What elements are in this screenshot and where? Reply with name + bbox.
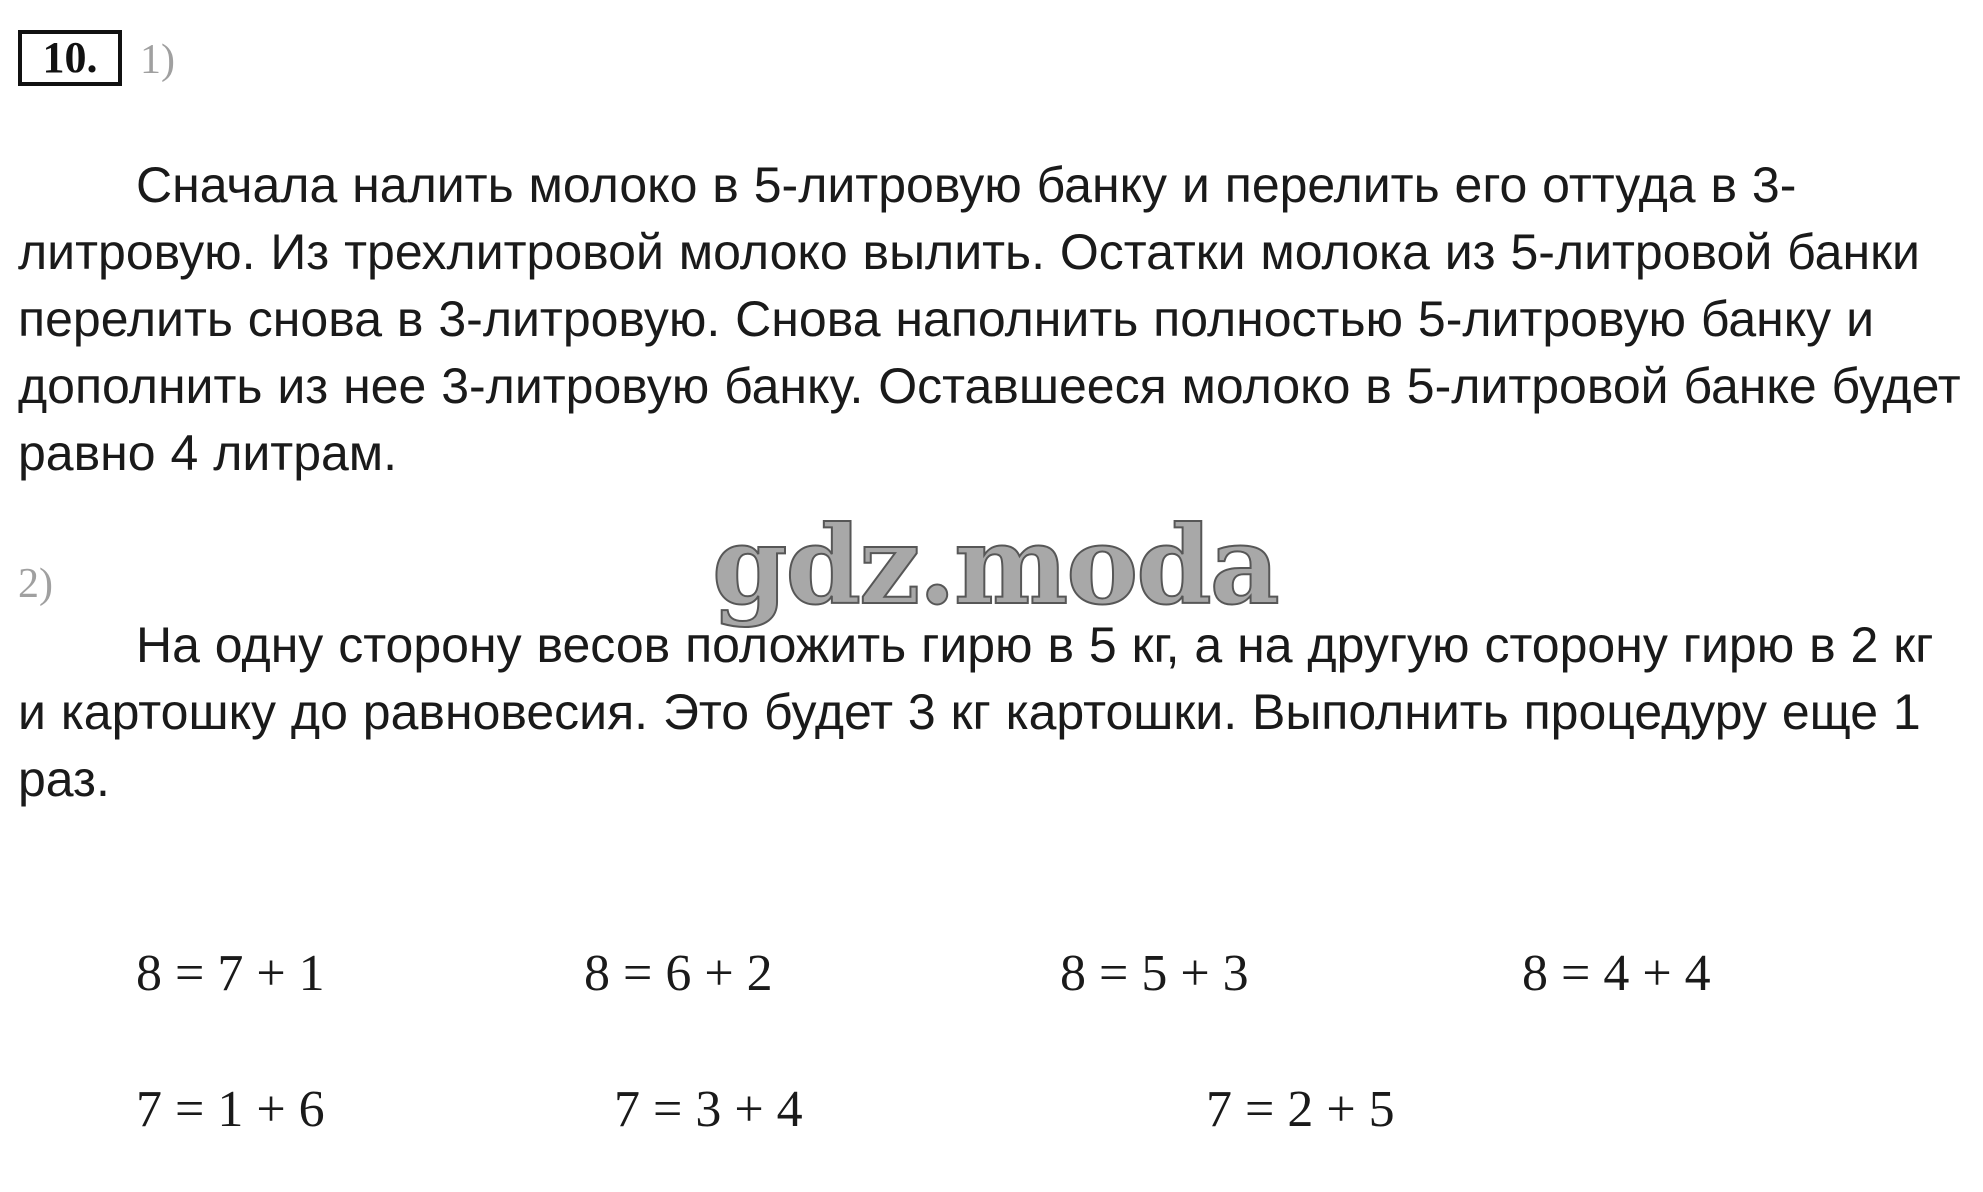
equation-8-d: 8 = 4 + 4 (1522, 945, 1711, 1002)
watermark-logo: gdz.moda (712, 503, 1278, 629)
task-number-box (18, 30, 122, 86)
equation-7-b: 7 = 3 + 4 (614, 1081, 803, 1138)
equation-8-a: 8 = 7 + 1 (136, 945, 325, 1002)
part1-label: 1) (140, 37, 175, 83)
equation-8-c: 8 = 5 + 3 (1060, 945, 1249, 1002)
task-number: 10. (42, 33, 98, 82)
part2-label: 2) (18, 561, 53, 607)
part1-paragraph: Сначала налить молоко в 5-литровую банку и перелить его оттуда в 3-литровую. Из трехлитровой молоко вылить. Остатки молока из 5-литровой банки перелить снова в 3-литровую. Снова наполнить полностью 5-литровую банку и дополнить из нее 3-литровую банку. Оставшееся молоко в 5-литровой банке будет равно 4 литрам. (18, 157, 1961, 481)
equation-7-a: 7 = 1 + 6 (136, 1081, 325, 1138)
equation-7-c: 7 = 2 + 5 (1206, 1081, 1395, 1138)
equation-8-b: 8 = 6 + 2 (584, 945, 773, 1002)
part2-paragraph: На одну сторону весов положить гирю в 5 кг, а на другую сторону гирю в 2 кг и картошку до равновесия. Это будет 3 кг картошки. Выполнить процедуру еще 1 раз. (18, 617, 1934, 807)
